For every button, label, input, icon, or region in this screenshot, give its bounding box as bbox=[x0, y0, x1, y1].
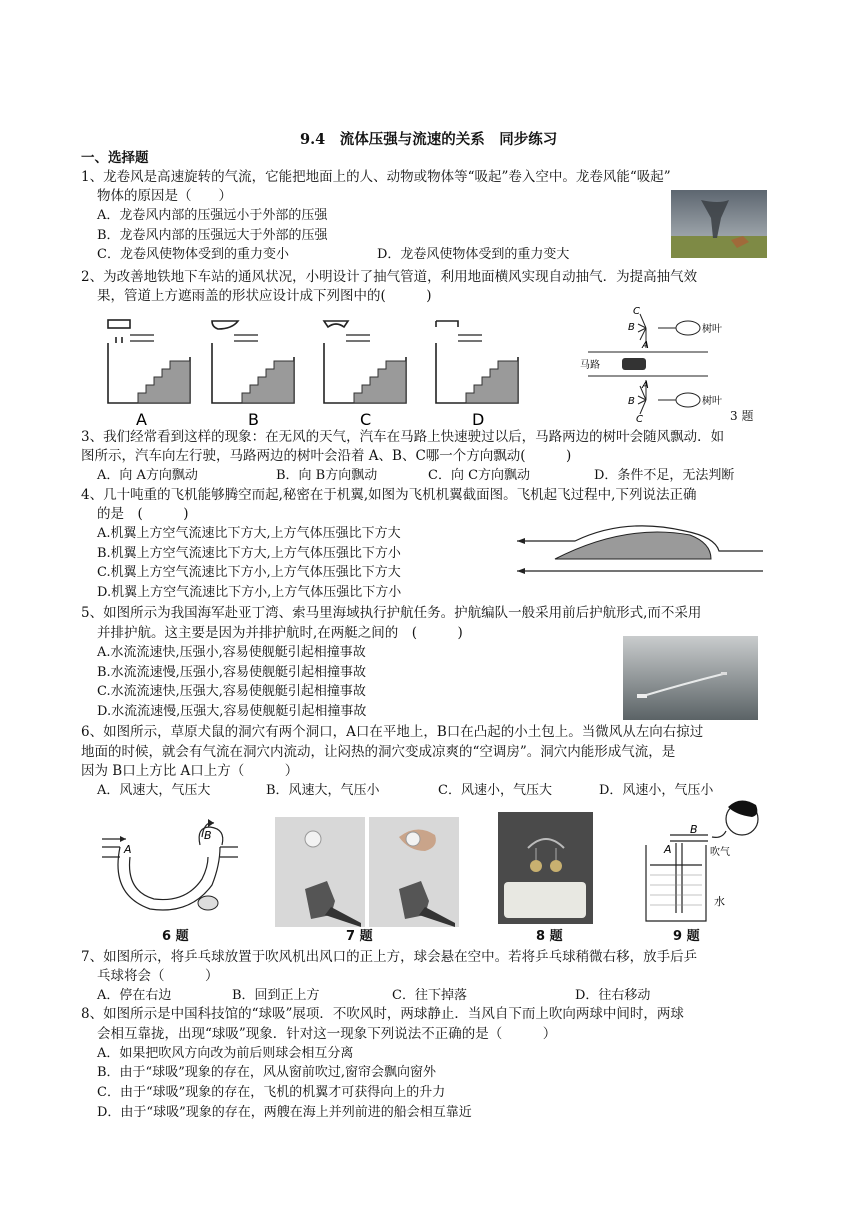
fig9-caption: 9 题 bbox=[673, 929, 700, 944]
q1-option-d: D．龙卷风使物体受到的重力变大 bbox=[377, 247, 570, 262]
q5-stem-line2: 并排护航。这主要是因为并排护航时,在两艇之间的 ( ) bbox=[97, 625, 463, 641]
fig3-road-label: 马路 bbox=[580, 360, 600, 371]
fig7-photo-right bbox=[369, 817, 459, 927]
q7-option-d: D．往右移动 bbox=[575, 988, 651, 1003]
q8-option-d: D．由于“球吸”现象的存在，两艘在海上并列前进的船会相互靠近 bbox=[97, 1105, 472, 1120]
q1-option-a: A．龙卷风内部的压强远小于外部的压强 bbox=[97, 208, 328, 223]
fig3-caption: 3 题 bbox=[730, 409, 754, 423]
q2-stem-line2: 果，管道上方遮雨盖的形状应设计成下列图中的( ) bbox=[97, 288, 432, 304]
fig3-label-b-top: B bbox=[628, 322, 635, 333]
q1-option-b: B．龙卷风内部的压强远大于外部的压强 bbox=[97, 228, 328, 243]
section-heading: 一、选择题 bbox=[81, 150, 149, 166]
fig6-label-b: B bbox=[204, 829, 212, 842]
fig7-caption: 7 题 bbox=[346, 929, 373, 944]
q4-option-a: A.机翼上方空气流速比下方大,上方气体压强比下方大 bbox=[97, 526, 401, 541]
q4-option-b: B.机翼上方空气流速比下方大,上方气体压强比下方小 bbox=[97, 546, 401, 561]
q8-stem-line1: 8、如图所示是中国科技馆的“球吸”展项．不吹风时，两球静止．当风自下而上吹向两球中间时，两球 bbox=[81, 1006, 684, 1022]
q2-label-c: C bbox=[360, 410, 372, 429]
fig3-label-b-bottom: B bbox=[628, 396, 635, 407]
q3-stem-line2: 图所示，汽车向左行驶，马路两边的树叶会沿着 A、B、C哪一个方向飘动( ) bbox=[81, 448, 572, 464]
q2-label-b: B bbox=[248, 410, 259, 429]
fig9-label-a: A bbox=[664, 843, 672, 856]
q5-option-d: D.水流流速慢,压强大,容易使舰艇引起相撞事故 bbox=[97, 704, 367, 719]
fig8-caption: 8 题 bbox=[536, 929, 563, 944]
q6-option-d: D．风速小，气压小 bbox=[599, 783, 714, 798]
q3-stem-line1: 3、我们经常看到这样的现象：在无风的天气，汽车在马路上快速驶过以后，马路两边的树叶会随风飘动．如 bbox=[81, 429, 725, 445]
q6-option-c: C．风速小，气压大 bbox=[438, 783, 552, 798]
q6-option-b: B．风速大，气压小 bbox=[266, 783, 380, 798]
q4-option-d: D.机翼上方空气流速比下方小,上方气体压强比下方小 bbox=[97, 585, 402, 600]
q1-option-c: C．龙卷风使物体受到的重力变小 bbox=[97, 247, 289, 262]
q6-stem-line3: 因为 B口上方比 A口上方（ ） bbox=[81, 763, 299, 779]
q8-option-b: B．由于“球吸”现象的存在，风从窗前吹过,窗帘会飘向窗外 bbox=[97, 1065, 436, 1080]
fig3-label-c-top: C bbox=[633, 306, 640, 317]
q5-option-b: B.水流流速慢,压强小,容易使舰艇引起相撞事故 bbox=[97, 665, 366, 680]
fig3-label-c-bottom: C bbox=[636, 414, 643, 425]
fig5-naval-ships-photo bbox=[623, 636, 758, 720]
q6-stem-line1: 6、如图所示，草原犬鼠的洞穴有两个洞口，A口在平地上，B口在凸起的小土包上。当微风从左向右掠过 bbox=[81, 724, 704, 740]
q7-option-a: A．停在右边 bbox=[97, 988, 172, 1003]
fig4-wing-section bbox=[515, 515, 765, 583]
q1-stem-line1: 1、龙卷风是高速旋转的气流，它能把地面上的人、动物或物体等“吸起”卷入空中。龙卷风能“吸起” bbox=[81, 169, 671, 185]
q7-option-c: C．往下掉落 bbox=[392, 988, 467, 1003]
fig9-label-blow: 吹气 bbox=[710, 847, 730, 858]
q4-stem-line2: 的是 ( ) bbox=[97, 506, 189, 522]
q7-stem-line2: 乓球将会（ ） bbox=[97, 968, 219, 984]
fig9-label-b: B bbox=[690, 823, 698, 836]
q3-option-b: B．向 B方向飘动 bbox=[276, 468, 378, 483]
q3-option-a: A．向 A方向飘动 bbox=[97, 468, 198, 483]
q5-stem-line1: 5、如图所示为我国海军赴亚丁湾、索马里海域执行护航任务。护航编队一般采用前后护航形式,而不采用 bbox=[81, 605, 702, 621]
q8-stem-line2: 会相互靠拢，出现“球吸”现象．针对这一现象下列说法不正确的是（ ） bbox=[97, 1026, 557, 1042]
fig9-label-water: 水 bbox=[714, 895, 725, 908]
q6-option-a: A．风速大，气压大 bbox=[97, 783, 211, 798]
q3-option-d: D．条件不足，无法判断 bbox=[594, 468, 735, 483]
q5-option-c: C.水流流速快,压强大,容易使舰艇引起相撞事故 bbox=[97, 684, 366, 699]
q5-option-a: A.水流流速快,压强小,容易使舰艇引起相撞事故 bbox=[97, 645, 366, 660]
fig3-label-a-bottom: A bbox=[642, 380, 649, 391]
fig6-caption: 6 题 bbox=[162, 929, 189, 944]
q6-stem-line2: 地面的时候，就会有气流在洞穴内流动，让闷热的洞穴变成凉爽的“空调房”。洞穴内能形成气流，是 bbox=[81, 744, 676, 760]
q3-option-c: C．向 C方向飘动 bbox=[428, 468, 531, 483]
fig6-burrow-diagram bbox=[100, 805, 240, 925]
q2-label-d: D bbox=[472, 410, 485, 429]
q2-label-a: A bbox=[136, 410, 147, 429]
fig3-leaf-top: 树叶 bbox=[702, 324, 722, 335]
q4-stem-line1: 4、几十吨重的飞机能够腾空而起,秘密在于机翼,如图为飞机机翼截面图。飞机起飞过程中,下列说法正确 bbox=[81, 487, 697, 503]
fig3-leaf-bottom: 树叶 bbox=[702, 396, 722, 407]
q7-option-b: B．回到正上方 bbox=[232, 988, 320, 1003]
q1-stem-line2: 物体的原因是（ ） bbox=[97, 188, 232, 204]
q2-vent-cover-figures bbox=[98, 315, 528, 430]
fig6-label-a: A bbox=[124, 843, 132, 856]
page-title: 9.4 流体压强与流速的关系 同步练习 bbox=[300, 131, 558, 148]
q2-stem-line1: 2、为改善地铁地下车站的通风状况，小明设计了抽气管道，利用地面横风实现自动抽气．为提高抽气效 bbox=[81, 269, 698, 285]
fig3-label-a-top: A bbox=[642, 340, 649, 351]
q4-option-c: C.机翼上方空气流速比下方小,上方气体压强比下方大 bbox=[97, 565, 401, 580]
fig8-ball-suction-photo bbox=[498, 812, 593, 924]
fig9-blowing-straw-diagram bbox=[640, 795, 770, 930]
tornado-photo bbox=[671, 190, 767, 258]
q8-option-a: A．如果把吹风方向改为前后则球会相互分离 bbox=[97, 1046, 354, 1061]
q8-option-c: C．由于“球吸”现象的存在，飞机的机翼才可获得向上的升力 bbox=[97, 1085, 446, 1100]
fig7-photo-left bbox=[275, 817, 365, 927]
q7-stem-line1: 7、如图所示，将乒乓球放置于吹风机出风口的正上方，球会悬在空中。若将乒乓球稍微右移，放手后乒 bbox=[81, 949, 698, 965]
